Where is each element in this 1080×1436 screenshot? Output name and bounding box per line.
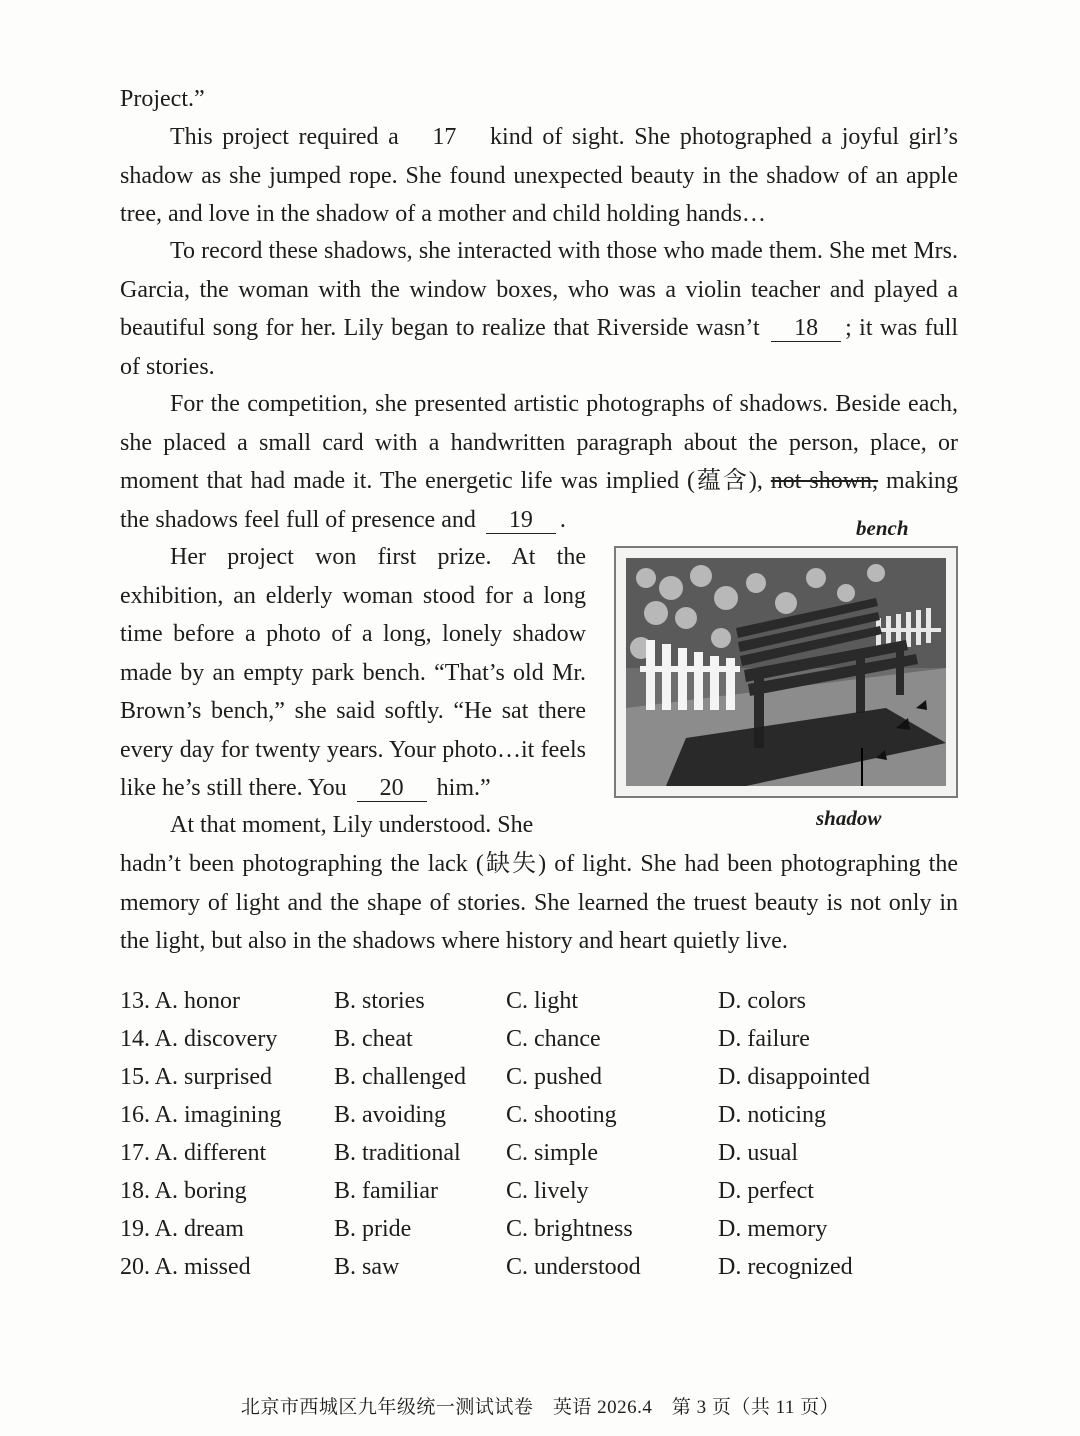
option-c: C. pushed: [506, 1064, 602, 1090]
paragraph-continuation: [120, 80, 958, 119]
paragraph-final-first-line: [120, 806, 586, 845]
option-c: C. chance: [506, 1026, 601, 1052]
option-row: [120, 1026, 960, 1064]
paragraph-text: hadn’t been photographing the lack (缺失) of light. She had been photographing the memory of light and the shape of stories. She learned the truest beauty is not only in the light, but also in the shadows where history and heart quietly live.: [120, 851, 958, 954]
paragraph-text: This project required a: [170, 124, 409, 150]
paragraph-text: making the shadows feel full of presence and: [120, 468, 958, 533]
option-c: C. simple: [506, 1140, 599, 1166]
option-row: [120, 1178, 960, 1216]
answer-options: [120, 988, 960, 1292]
option-a: 13. A. honor: [120, 988, 240, 1014]
option-row: [120, 1216, 960, 1254]
option-b: B. challenged: [334, 1064, 466, 1090]
option-row: [120, 1254, 960, 1292]
option-c: C. understood: [506, 1254, 641, 1280]
option-b: B. saw: [334, 1254, 400, 1280]
bench-photo: [614, 546, 958, 798]
option-row: [120, 1140, 960, 1178]
option-c: C. shooting: [506, 1102, 617, 1128]
page-footer: 北京市西城区九年级统一测试试卷 英语 2026.4 第 3 页（共 11 页）: [240, 1397, 840, 1418]
option-c: C. light: [506, 988, 579, 1014]
paragraph-17: [120, 118, 958, 234]
figure-label-shadow: shadow: [816, 806, 882, 830]
option-a: 15. A. surprised: [120, 1064, 272, 1090]
blank-17: 17: [432, 124, 457, 150]
option-a: 20. A. missed: [120, 1254, 251, 1280]
option-d: D. usual: [718, 1140, 798, 1166]
paragraph-text: ; it was full of stories.: [120, 315, 958, 380]
option-d: D. colors: [718, 988, 806, 1014]
paragraph-text: To record these shadows, she interacted with those who made them. She met Mrs. Garcia, the woman with the window boxes, who was a violin teacher and played a beautiful song for her. Lily began to realize that Riverside wasn’t: [120, 238, 958, 341]
option-a: 19. A. dream: [120, 1216, 244, 1242]
option-a: 14. A. discovery: [120, 1026, 278, 1052]
option-b: B. cheat: [334, 1026, 413, 1052]
option-a: 18. A. boring: [120, 1178, 247, 1204]
option-d: D. failure: [718, 1026, 810, 1052]
option-c: C. brightness: [506, 1216, 633, 1242]
option-b: B. avoiding: [334, 1102, 446, 1128]
paragraph-final: [120, 845, 958, 961]
option-b: B. familiar: [334, 1178, 438, 1204]
option-c: C. lively: [506, 1178, 589, 1204]
option-b: B. traditional: [334, 1140, 461, 1166]
blank-20: 20: [357, 775, 427, 802]
option-d: D. disappointed: [718, 1064, 870, 1090]
option-d: D. recognized: [718, 1254, 853, 1280]
struck-text: not shown,: [770, 468, 879, 494]
paragraph-20: [120, 538, 586, 808]
paragraph-18: [120, 232, 958, 386]
blank-18: 18: [771, 315, 841, 342]
option-d: D. noticing: [718, 1102, 826, 1128]
option-a: 17. A. different: [120, 1140, 267, 1166]
paragraph-text: At that moment, Lily understood. She: [170, 812, 534, 838]
paragraph-text: Her project won first prize. At the exhibition, an elderly woman stood for a long time before a photo of a long, lonely shadow made by an empty park bench. “That’s old Mr. Brown’s bench,” she said softly. “He sat there every day for twenty years. Your photo…it feels like he’s still there. You: [120, 544, 586, 801]
option-d: D. perfect: [718, 1178, 814, 1204]
option-d: D. memory: [718, 1216, 828, 1242]
blank-19: 19: [486, 507, 556, 534]
option-row: [120, 988, 960, 1026]
paragraph-text: Project.”: [120, 86, 205, 112]
paragraph-text: .: [559, 506, 566, 533]
paragraph-text: For the competition, she presented artistic photographs of shadows. Beside each, she placed a small card with a handwritten paragraph about the person, place, or moment that had made it. The energetic life was implied (蕴含),: [120, 391, 958, 494]
paragraph-19: [120, 385, 958, 539]
option-b: B. stories: [334, 988, 425, 1014]
figure-label-bench: bench: [856, 516, 909, 540]
option-row: [120, 1064, 960, 1102]
bench-illustration: [626, 558, 946, 786]
option-row: [120, 1102, 960, 1140]
paragraph-text: him.”: [430, 775, 491, 801]
option-b: B. pride: [334, 1216, 412, 1242]
option-a: 16. A. imagining: [120, 1102, 282, 1128]
paragraph-text: kind of sight. She photographed a joyful girl’s shadow as she jumped rope. She found unexpected beauty in the shadow of an apple tree, and love in the shadow of a mother and child holding hands…: [120, 124, 958, 227]
